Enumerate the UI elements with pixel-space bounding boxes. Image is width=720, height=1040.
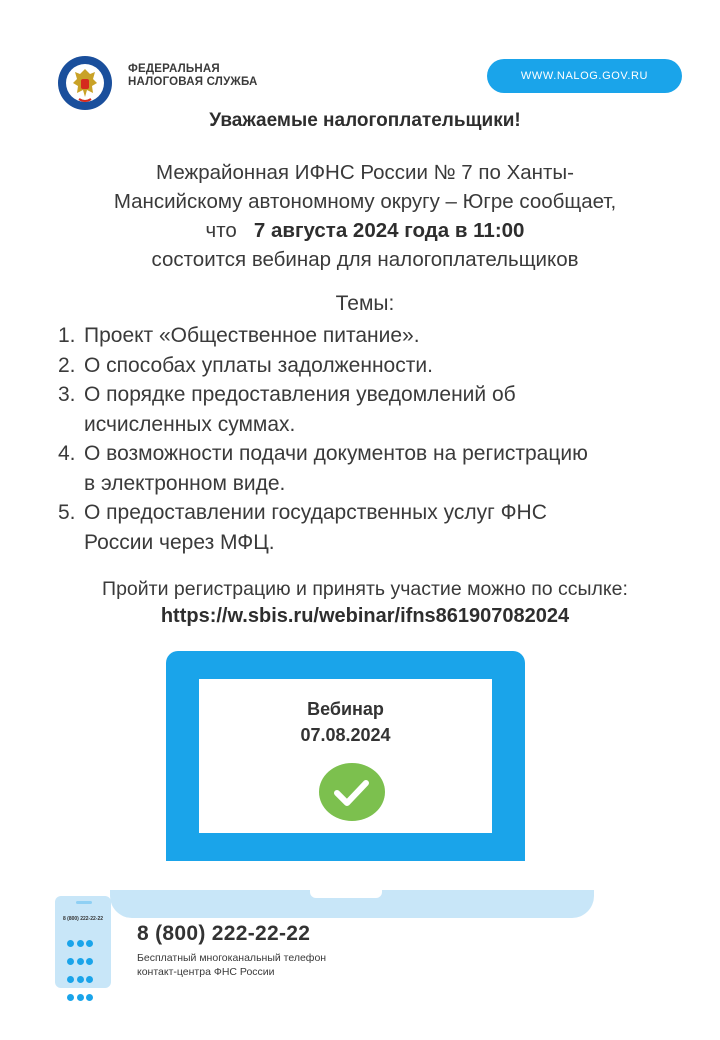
topic-number: 1. (58, 324, 76, 347)
registration-link[interactable]: https://w.sbis.ru/webinar/ifns861907082024 (160, 605, 570, 627)
topic-text-continued: исчисленных суммах. (84, 412, 296, 436)
announcement-that: что (205, 219, 237, 242)
topic-text: Проект «Общественное питание». (84, 324, 420, 347)
event-datetime: 7 августа 2024 года в 11:00 (253, 219, 525, 242)
org-name-line1: ФЕДЕРАЛЬНАЯ (128, 63, 220, 75)
topic-text: О возможности подачи документов на регистрацию (84, 442, 588, 465)
topic-text-continued: в электронном виде. (84, 471, 286, 495)
topic-number: 5. (58, 501, 76, 524)
fns-emblem-logo (57, 55, 113, 111)
announcement-text (40, 158, 690, 274)
topic-number: 4. (58, 442, 76, 465)
website-link-button[interactable]: WWW.NALOG.GOV.RU (487, 59, 682, 93)
greeting-heading: Уважаемые налогоплательщики! (209, 110, 521, 131)
webinar-date: 07.08.2024 (300, 725, 391, 745)
announcement-line1: Межрайонная ИФНС России № 7 по Ханты- (156, 161, 574, 184)
phone-screen-number: 8 (800) 222-22-22 (62, 916, 104, 922)
webinar-card-title (199, 696, 492, 748)
topic-item (58, 351, 698, 381)
phone-speaker (76, 901, 92, 904)
hotline-desc-line2: контакт-центра ФНС России (137, 966, 275, 978)
announcement-line3 (40, 216, 690, 245)
hotline-description (137, 951, 326, 979)
hotline-desc-line1: Бесплатный многоканальный телефон (137, 952, 327, 964)
registration-text: Пройти регистрацию и принять участие можно по ссылке: (102, 578, 628, 600)
hotline-number[interactable]: 8 (800) 222-22-22 (137, 922, 311, 945)
topic-text: О предоставлении государственных услуг ФНС (84, 501, 547, 524)
announcement-line4: состоится вебинар для налогоплательщиков (151, 248, 579, 271)
topic-text: О способах уплаты задолженности. (84, 353, 433, 377)
topic-item (58, 380, 698, 439)
topics-list (58, 321, 698, 557)
topic-text: О порядке предоставления уведомлений об (84, 383, 516, 406)
topic-item (58, 321, 698, 351)
laptop-notch (310, 890, 382, 898)
announcement-line2: Мансийскому автономному округу – Югре сообщает, (113, 190, 617, 213)
organization-name (128, 63, 258, 89)
topic-text-continued: России через МФЦ. (84, 530, 275, 554)
topics-heading: Темы: (335, 292, 395, 315)
check-circle-icon (319, 763, 385, 821)
topic-item (58, 439, 698, 498)
topic-item (58, 498, 698, 557)
webinar-label: Вебинар (307, 699, 384, 719)
org-name-line2: НАЛОГОВАЯ СЛУЖБА (128, 76, 258, 88)
topic-number: 2. (58, 353, 76, 377)
topic-number: 3. (58, 383, 76, 406)
phone-keypad-icon (67, 937, 101, 1009)
